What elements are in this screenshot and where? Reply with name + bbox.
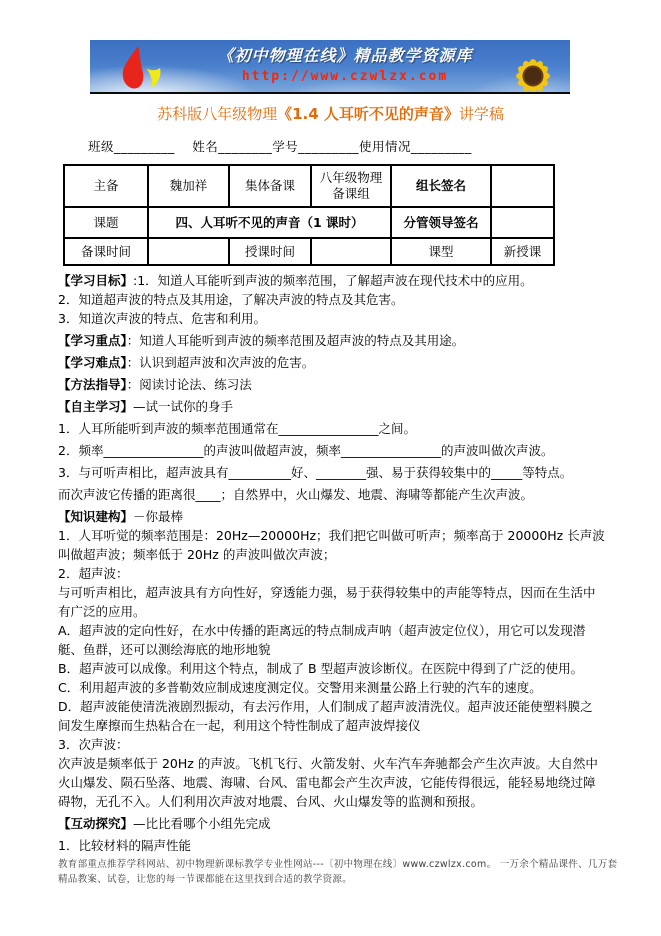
paragraph: C．利用超声波的多普勒效应制成速度测定仪。交警用来测量公路上行驶的汽车的速度。 — [58, 680, 542, 695]
document-title — [0, 103, 661, 124]
paragraph-blank-q3: 3．与可听声相比，超声波具有__________好、________强、易于获得较集中的_____等特点。 — [58, 465, 573, 480]
section-label: 【学习目标】 — [58, 273, 134, 288]
title-suffix: 讲学稿 — [458, 105, 504, 123]
cell-supervisor-sign-value — [491, 207, 554, 238]
cell-teach-time-label: 授课时间 — [229, 238, 311, 265]
table-row — [64, 165, 554, 207]
cell-teach-time-value — [311, 238, 391, 265]
paragraph: 2．知道超声波的特点及其用途，了解决声波的特点及其危害。 — [58, 292, 404, 307]
section-label: 【知识建构】 — [58, 509, 134, 524]
cell-lesson-type-label: 课型 — [391, 238, 491, 265]
cell-group-value: 八年级物理备课组 — [311, 165, 391, 207]
student-info-line: 班级_________ 姓名________学号_________使用情况_________ — [88, 139, 472, 154]
paragraph-methods: 【方法指导】：阅读讨论法、练习法 — [58, 377, 252, 392]
cell-keti-value: 四、人耳听不见的声音（1 课时） — [148, 207, 391, 238]
paragraph-difficulties: 【学习难点】：认识到超声波和次声波的危害。 — [58, 355, 315, 370]
section-label: 【互动探究】 — [58, 816, 134, 831]
paragraph-goals: 【学习目标】:1．知道人耳能听到声波的频率范围，了解超声波在现代技术中的应用。 — [58, 273, 533, 288]
cell-keti-label: 课题 — [64, 207, 148, 238]
cell-jiti-label: 集体备课 — [229, 165, 311, 207]
paragraph: D．超声波能使清洗液剧烈振动，有去污作用，人们制成了超声波清洗仪。超声波还能使塑料膜之间发生摩擦而生热粘合在一起，利用这个特性制成了超声波焊接仪 — [58, 699, 593, 733]
paragraph: 1．人耳听觉的频率范围是：20Hz—20000Hz；我们把它叫做可听声；频率高于 20000Hz 长声波叫做超声波；频率低于 20Hz 的声波叫做次声波； — [58, 528, 605, 562]
banner-title: 《初中物理在线》精品教学资源库 — [217, 46, 473, 65]
section-label: 【学习重点】 — [58, 333, 127, 348]
site-banner — [90, 40, 570, 94]
section-label: 【方法指导】 — [58, 377, 127, 392]
document-body — [58, 271, 605, 855]
cell-leader-sign-label: 组长签名 — [391, 165, 491, 207]
sunflower-image — [502, 48, 564, 94]
paragraph-key-points: 【学习重点】：知道人耳能听到声波的频率范围及超声波的特点及其用途。 — [58, 333, 465, 348]
cell-prep-time-label: 备课时间 — [64, 238, 148, 265]
paragraph: 次声波是频率低于 20Hz 的声波。飞机飞行、火箭发射、火车汽车奔驰都会产生次声波。大自然中火山爆发、陨石坠落、地震、海啸、台风、雷电都会产生次声波，它能传得很远，能轻易地绕过障碍物，无孔不入。人们利用次声波对地震、台风、火山爆发等的监测和预报。 — [58, 756, 598, 809]
cell-supervisor-sign-label: 分管领导签名 — [391, 207, 491, 238]
cell-leader-sign-value — [491, 165, 554, 207]
lesson-prep-table — [63, 164, 555, 266]
paragraph-blank-q1: 1．人耳所能听到声波的频率范围通常在________________之间。 — [58, 421, 416, 436]
paragraph: 3．次声波： — [58, 737, 129, 752]
table-row — [64, 207, 554, 238]
paragraph-interactive: 【互动探究】—比比看哪个小组先完成 — [58, 816, 271, 831]
paragraph-blank-q2: 2．频率________________的声波叫做超声波，频率________________的声波叫做次声波。 — [58, 443, 554, 458]
paragraph-self-study: 【自主学习】—试一试你的身手 — [58, 399, 234, 414]
site-footer-note: 教育部重点推荐学科网站、初中物理新课标教学专业性网站---〔初中物理在线〕www.czwlzx.com。 一万余个精品课件、几万套精品教案、试卷，让您的每一节课都能在这里找到合适的教学资源。 — [58, 859, 618, 885]
paragraph: 1．比较材料的隔声性能 — [58, 838, 191, 853]
paragraph: 而次声波它传播的距离很____；自然界中，火山爆发、地震、海啸等都能产生次声波。 — [58, 487, 534, 502]
title-main: 《1.4 人耳听不见的声音》 — [277, 105, 459, 123]
paragraph: A．超声波的定向性好，在水中传播的距离远的特点制成声呐（超声波定位仪），用它可以发现潜艇、鱼群，还可以测绘海底的地形地貌 — [58, 623, 586, 657]
paragraph: 2．超声波： — [58, 566, 129, 581]
cell-lesson-type-value: 新授课 — [491, 238, 554, 265]
paragraph: 与可听声相比，超声波具有方向性好，穿透能力强，易于获得较集中的声能等特点，因而在生活中有广泛的应用。 — [58, 585, 596, 619]
section-label: 【学习难点】 — [58, 355, 127, 370]
paragraph: B．超声波可以成像。利用这个特点，制成了 B 型超声波诊断仪。在医院中得到了广泛的使用。 — [58, 661, 584, 676]
flame-logo-icon — [108, 44, 168, 92]
title-prefix: 苏科版八年级物理 — [157, 105, 278, 123]
banner-url-link[interactable]: http://www.czwlzx.com — [241, 69, 449, 84]
table-row — [64, 238, 554, 265]
banner-text — [180, 43, 510, 84]
cell-zhubei-label: 主备 — [64, 165, 148, 207]
paragraph-knowledge: 【知识建构】－你最棒 — [58, 509, 184, 524]
cell-prep-time-value — [148, 238, 229, 265]
section-label: 【自主学习】 — [58, 399, 134, 414]
paragraph: 3．知道次声波的特点、危害和利用。 — [58, 311, 266, 326]
cell-zhubei-value: 魏加祥 — [148, 165, 229, 207]
